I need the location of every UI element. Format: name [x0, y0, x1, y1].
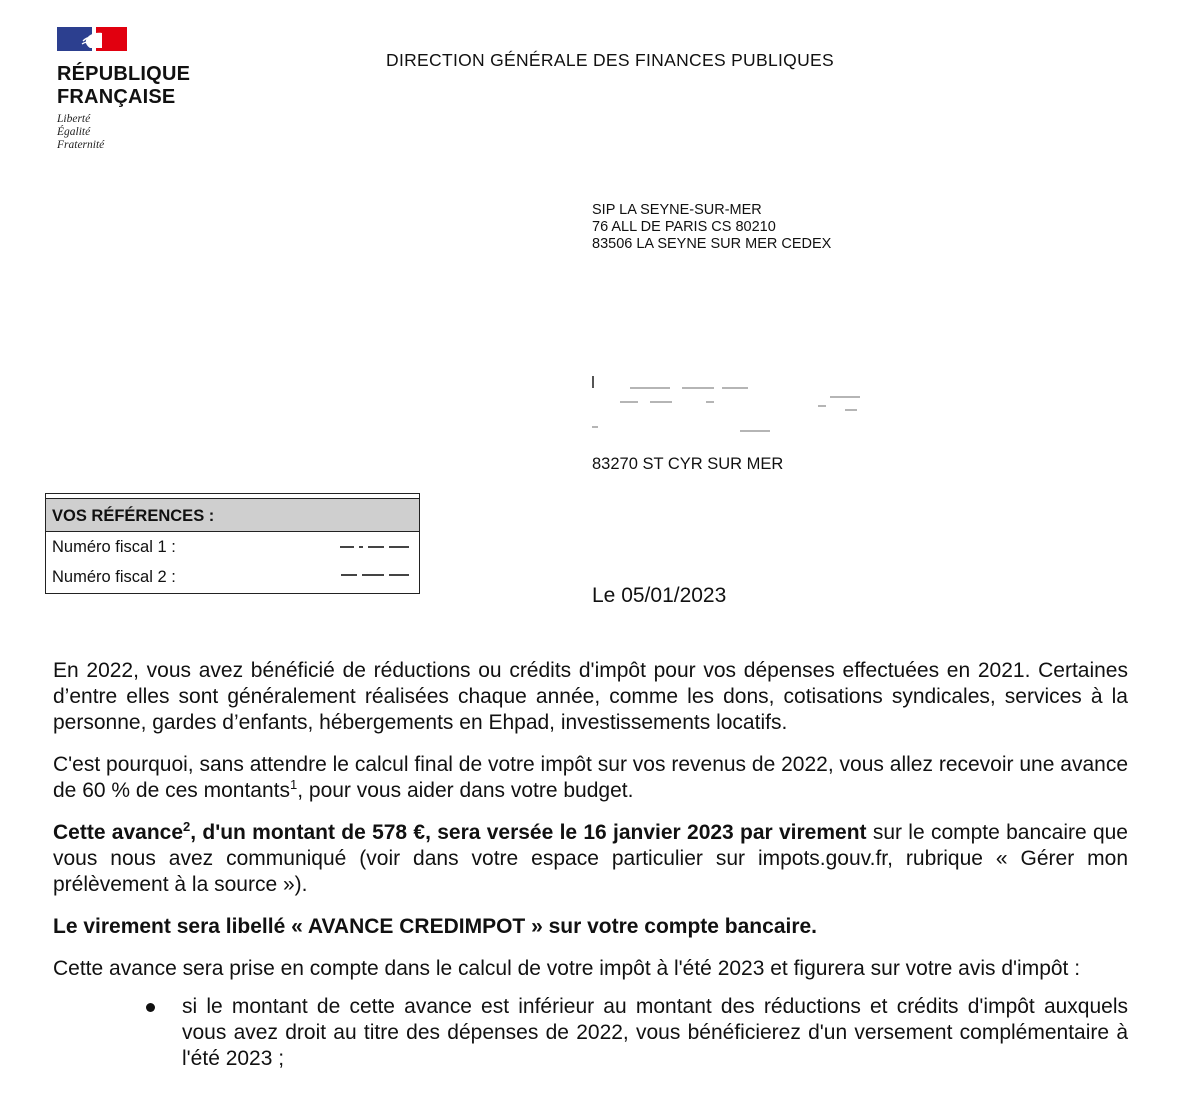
letter-body [53, 658, 1128, 1072]
tax-number-2-redacted [341, 574, 409, 576]
references-title: VOS RÉFÉRENCES : [46, 498, 419, 532]
tax-number-1-redacted [340, 546, 409, 548]
paragraph-3: Cette avance$^2$, d'un montant de 578 €, sera versée le 16 janvier 2023 par virement sur le compte bancaire que vous nous avez communiqué (voir dans votre espace particulier sur impots.gouv.fr, rubrique « Gérer mon prélèvement à la source »). [53, 819, 1128, 896]
marianne-profile-icon [80, 31, 102, 49]
paragraph-4: Le virement sera libellé « AVANCE CREDIMPOT » sur votre compte bancaire. [53, 915, 818, 938]
bullet-icon [146, 1003, 155, 1012]
recipient-city: 83270 ST CYR SUR MER [592, 455, 784, 473]
tax-number-1-label: Numéro fiscal 1 : [52, 538, 176, 556]
national-motto: Liberté Égalité Fraternité [57, 113, 105, 151]
paragraph-1: En 2022, vous avez bénéficié de réductions ou crédits d'impôt pour vos dépenses effectuées en 2021. Certaines d’entre elles sont généralement réalisées chaque année, comme les dons, cotisations syndicales, services à la personne, gardes d’enfants, hébergements en Ehpad, investissements locatifs. [53, 659, 1128, 734]
sender-address: SIP LA SEYNE-SUR-MER 76 ALL DE PARIS CS 80210 83506 LA SEYNE SUR MER CEDEX [592, 202, 832, 252]
tax-number-2-label: Numéro fiscal 2 : [52, 568, 176, 586]
republique-francaise-name: RÉPUBLIQUE FRANÇAISE [57, 63, 191, 108]
letter-date: Le 05/01/2023 [592, 584, 727, 607]
footnote-1-ref: 1 [289, 777, 298, 792]
paragraph-2: C'est pourquoi, sans attendre le calcul final de votre impôt sur vos revenus de 2022, vous allez recevoir une avance de 60 % de ces montants$^1$, pour vous aider dans votre budget. [53, 753, 1128, 802]
republique-francaise-logo [57, 27, 217, 152]
french-flag-icon [57, 27, 127, 51]
tax-number-2-row [46, 562, 419, 592]
references-box [45, 493, 420, 594]
redacted-recipient-street [590, 424, 790, 444]
list-item: si le montant de cette avance est inférieur au montant des réductions et crédits d'impôt auxquels vous avez droit au titre des dépenses de 2022, vous bénéficierez d'un versement complémentaire à l'été 2023 ; [53, 994, 1128, 1072]
conditions-list [53, 994, 1128, 1072]
redacted-recipient-name [590, 376, 890, 426]
department-heading: DIRECTION GÉNÉRALE DES FINANCES PUBLIQUES [386, 50, 834, 70]
tax-number-1-row [46, 532, 419, 562]
paragraph-5: Cette avance sera prise en compte dans le calcul de votre impôt à l'été 2023 et figurera sur votre avis d'impôt : [53, 957, 1081, 980]
footnote-2-ref: 2 [183, 819, 191, 834]
